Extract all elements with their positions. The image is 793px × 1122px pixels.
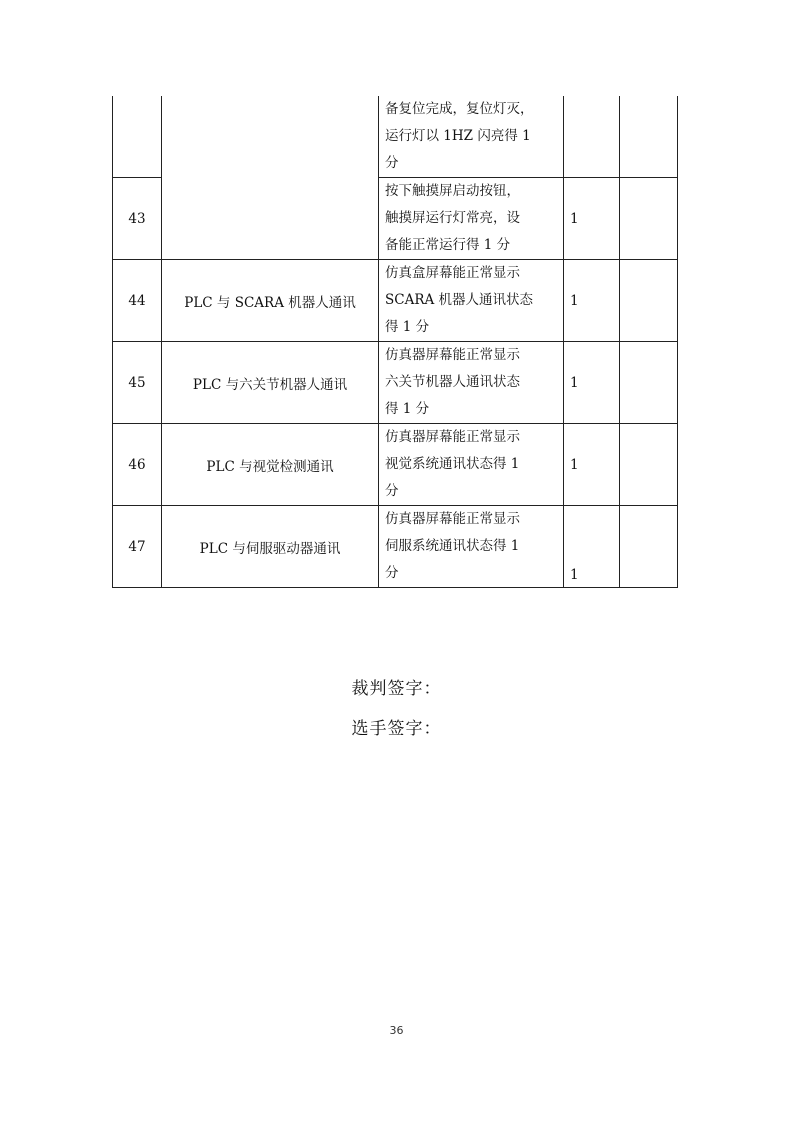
scoring-table	[112, 96, 678, 588]
row-points: 1	[564, 342, 620, 424]
row-points: 1	[564, 506, 620, 588]
row-criteria	[379, 424, 564, 506]
row-number: 43	[113, 178, 162, 260]
criteria-line: 触摸屏运行灯常亮，设	[385, 210, 520, 226]
table-row	[113, 342, 678, 424]
player-signature	[0, 714, 793, 739]
criteria-line: 按下触摸屏启动按钮，	[385, 183, 520, 199]
row-item: PLC 与视觉检测通讯	[162, 424, 379, 506]
row-points: 1	[564, 260, 620, 342]
row-criteria	[379, 260, 564, 342]
criteria-line: 仿真盒屏幕能正常显示	[385, 265, 520, 281]
row-item	[162, 96, 379, 260]
criteria-line: 视觉系统通讯状态得 1	[385, 456, 520, 472]
criteria-line: SCARA 机器人通讯状态	[385, 292, 534, 308]
row-score-cell[interactable]	[620, 260, 678, 342]
row-criteria	[379, 506, 564, 588]
row-score-cell[interactable]	[620, 424, 678, 506]
criteria-line: 仿真器屏幕能正常显示	[385, 347, 520, 363]
row-item: PLC 与 SCARA 机器人通讯	[162, 260, 379, 342]
criteria-line: 分	[385, 155, 399, 171]
row-criteria	[379, 342, 564, 424]
criteria-line: 仿真器屏幕能正常显示	[385, 511, 520, 527]
page-number: 36	[389, 1024, 404, 1037]
row-score-cell[interactable]	[620, 178, 678, 260]
row-number	[113, 96, 162, 178]
criteria-line: 运行灯以 1HZ 闪亮得 1	[385, 128, 531, 144]
criteria-line: 伺服系统通讯状态得 1	[385, 538, 520, 554]
row-number: 45	[113, 342, 162, 424]
criteria-line: 得 1 分	[385, 401, 430, 417]
row-points	[564, 96, 620, 178]
table-row	[113, 506, 678, 588]
row-score-cell[interactable]	[620, 506, 678, 588]
judge-signature-label: 裁判签字：	[351, 679, 442, 699]
row-number: 46	[113, 424, 162, 506]
judge-signature	[0, 674, 793, 699]
player-signature-label: 选手签字：	[351, 719, 442, 739]
criteria-line: 仿真器屏幕能正常显示	[385, 429, 520, 445]
criteria-line: 分	[385, 483, 399, 499]
criteria-line: 分	[385, 565, 399, 581]
row-criteria	[379, 178, 564, 260]
row-number: 47	[113, 506, 162, 588]
criteria-line: 备复位完成，复位灯灭，	[385, 101, 534, 117]
row-criteria	[379, 96, 564, 178]
row-score-cell[interactable]	[620, 342, 678, 424]
table-row	[113, 96, 678, 178]
table-row	[113, 424, 678, 506]
table-row	[113, 260, 678, 342]
criteria-line: 备能正常运行得 1 分	[385, 237, 511, 253]
row-score-cell[interactable]	[620, 96, 678, 178]
row-points: 1	[564, 424, 620, 506]
row-item: PLC 与伺服驱动器通讯	[162, 506, 379, 588]
criteria-line: 得 1 分	[385, 319, 430, 335]
row-item: PLC 与六关节机器人通讯	[162, 342, 379, 424]
criteria-line: 六关节机器人通讯状态	[385, 374, 520, 390]
row-points: 1	[564, 178, 620, 260]
row-number: 44	[113, 260, 162, 342]
